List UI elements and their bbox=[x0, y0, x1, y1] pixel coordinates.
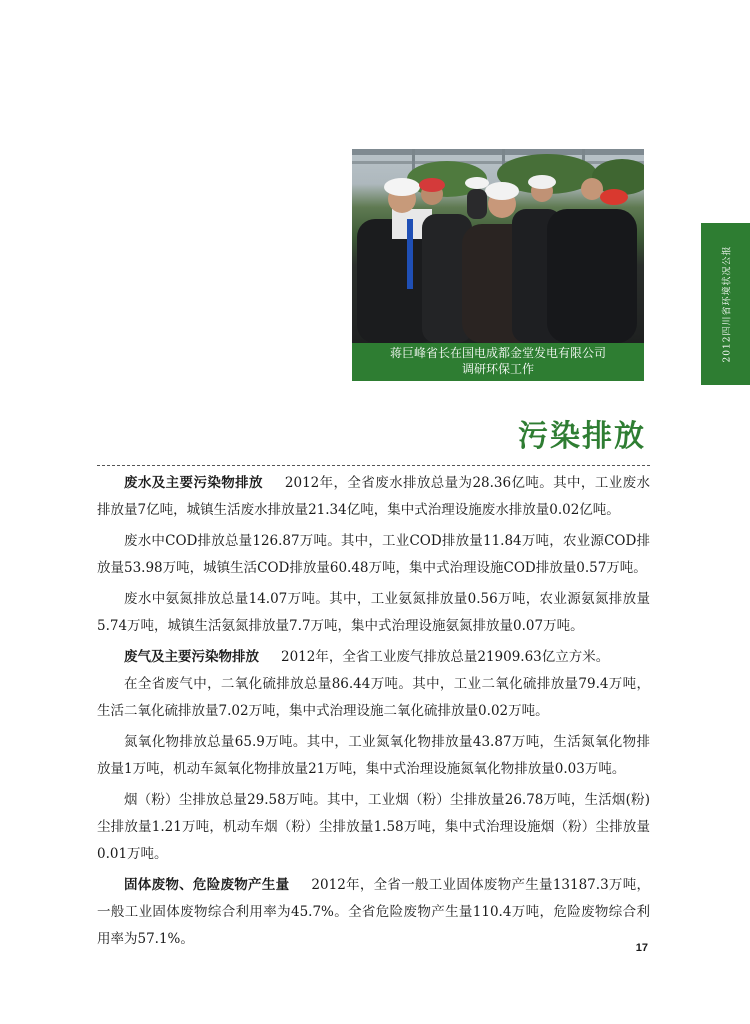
paragraph-text: 废水中COD排放总量126.87万吨。其中，工业COD排放量11.84万吨，农业源COD排放量53.98万吨，城镇生活COD排放量60.48万吨，集中式治理设施COD排放量0.57万吨。 bbox=[97, 533, 650, 576]
paragraph-ammonia bbox=[97, 586, 650, 640]
paragraph-text: 氮氧化物排放总量65.9万吨。其中，工业氮氧化物排放量43.87万吨，生活氮氧化物排放量1万吨，机动车氮氧化物排放量21万吨，集中式治理设施氮氧化物排放量0.03万吨。 bbox=[97, 734, 650, 777]
paragraph-cod bbox=[97, 528, 650, 582]
photo-block bbox=[352, 149, 644, 381]
photo-caption bbox=[352, 345, 644, 377]
caption-line-2: 调研环保工作 bbox=[461, 362, 534, 376]
section-title: 污染排放 bbox=[518, 419, 646, 454]
paragraph-text: 2012年，全省一般工业固体废物产生量13187.3万吨，一般工业固体废物综合利用率为45.7%。全省危险废物产生量110.4万吨，危险废物综合利用率为57.1%。 bbox=[97, 877, 651, 947]
paragraph-text: 废水中氨氮排放总量14.07万吨。其中，工业氨氮排放量0.56万吨，农业源氨氮排放量5.74万吨，城镇生活氨氮排放量7.7万吨，集中式治理设施氨氮排放量0.07万吨。 bbox=[97, 591, 650, 634]
paragraph-text: 烟（粉）尘排放总量29.58万吨。其中，工业烟（粉）尘排放量26.78万吨，生活烟(粉)尘排放量1.21万吨，机动车烟（粉）尘排放量1.58万吨，集中式治理设施烟（粉）尘排放量0.01万吨。 bbox=[97, 792, 650, 862]
side-tab-label: 2012四川省环境状况公报 bbox=[722, 245, 732, 363]
paragraph-text: 2012年，全省废水排放总量为28.36亿吨。其中，工业废水排放量7亿吨，城镇生活废水排放量21.34亿吨，集中式治理设施废水排放量0.02亿吨。 bbox=[97, 475, 650, 518]
side-tab bbox=[701, 223, 750, 385]
paragraph-waste-gas bbox=[97, 644, 650, 671]
body-text bbox=[97, 470, 650, 957]
dashed-divider bbox=[97, 465, 650, 466]
page-number: 17 bbox=[635, 942, 648, 954]
paragraph-so2 bbox=[97, 671, 650, 725]
heading-solid-waste: 固体废物、危险废物产生量 bbox=[124, 877, 290, 893]
heading-wastewater: 废水及主要污染物排放 bbox=[124, 475, 263, 491]
caption-line-1: 蒋巨峰省长在国电成都金堂发电有限公司 bbox=[389, 346, 606, 360]
paragraph-wastewater bbox=[97, 470, 650, 524]
paragraph-nox bbox=[97, 729, 650, 783]
photo-officials-with-hardhats bbox=[352, 149, 644, 343]
paragraph-dust bbox=[97, 787, 650, 868]
paragraph-text: 2012年，全省工业废气排放总量21909.63亿立方米。 bbox=[281, 649, 610, 665]
paragraph-solid-waste bbox=[97, 872, 650, 953]
paragraph-text: 在全省废气中，二氧化硫排放总量86.44万吨。其中，工业二氧化硫排放量79.4万吨，生活二氧化硫排放量7.02万吨，集中式治理设施二氧化硫排放量0.02万吨。 bbox=[97, 676, 650, 719]
heading-waste-gas: 废气及主要污染物排放 bbox=[124, 649, 259, 665]
